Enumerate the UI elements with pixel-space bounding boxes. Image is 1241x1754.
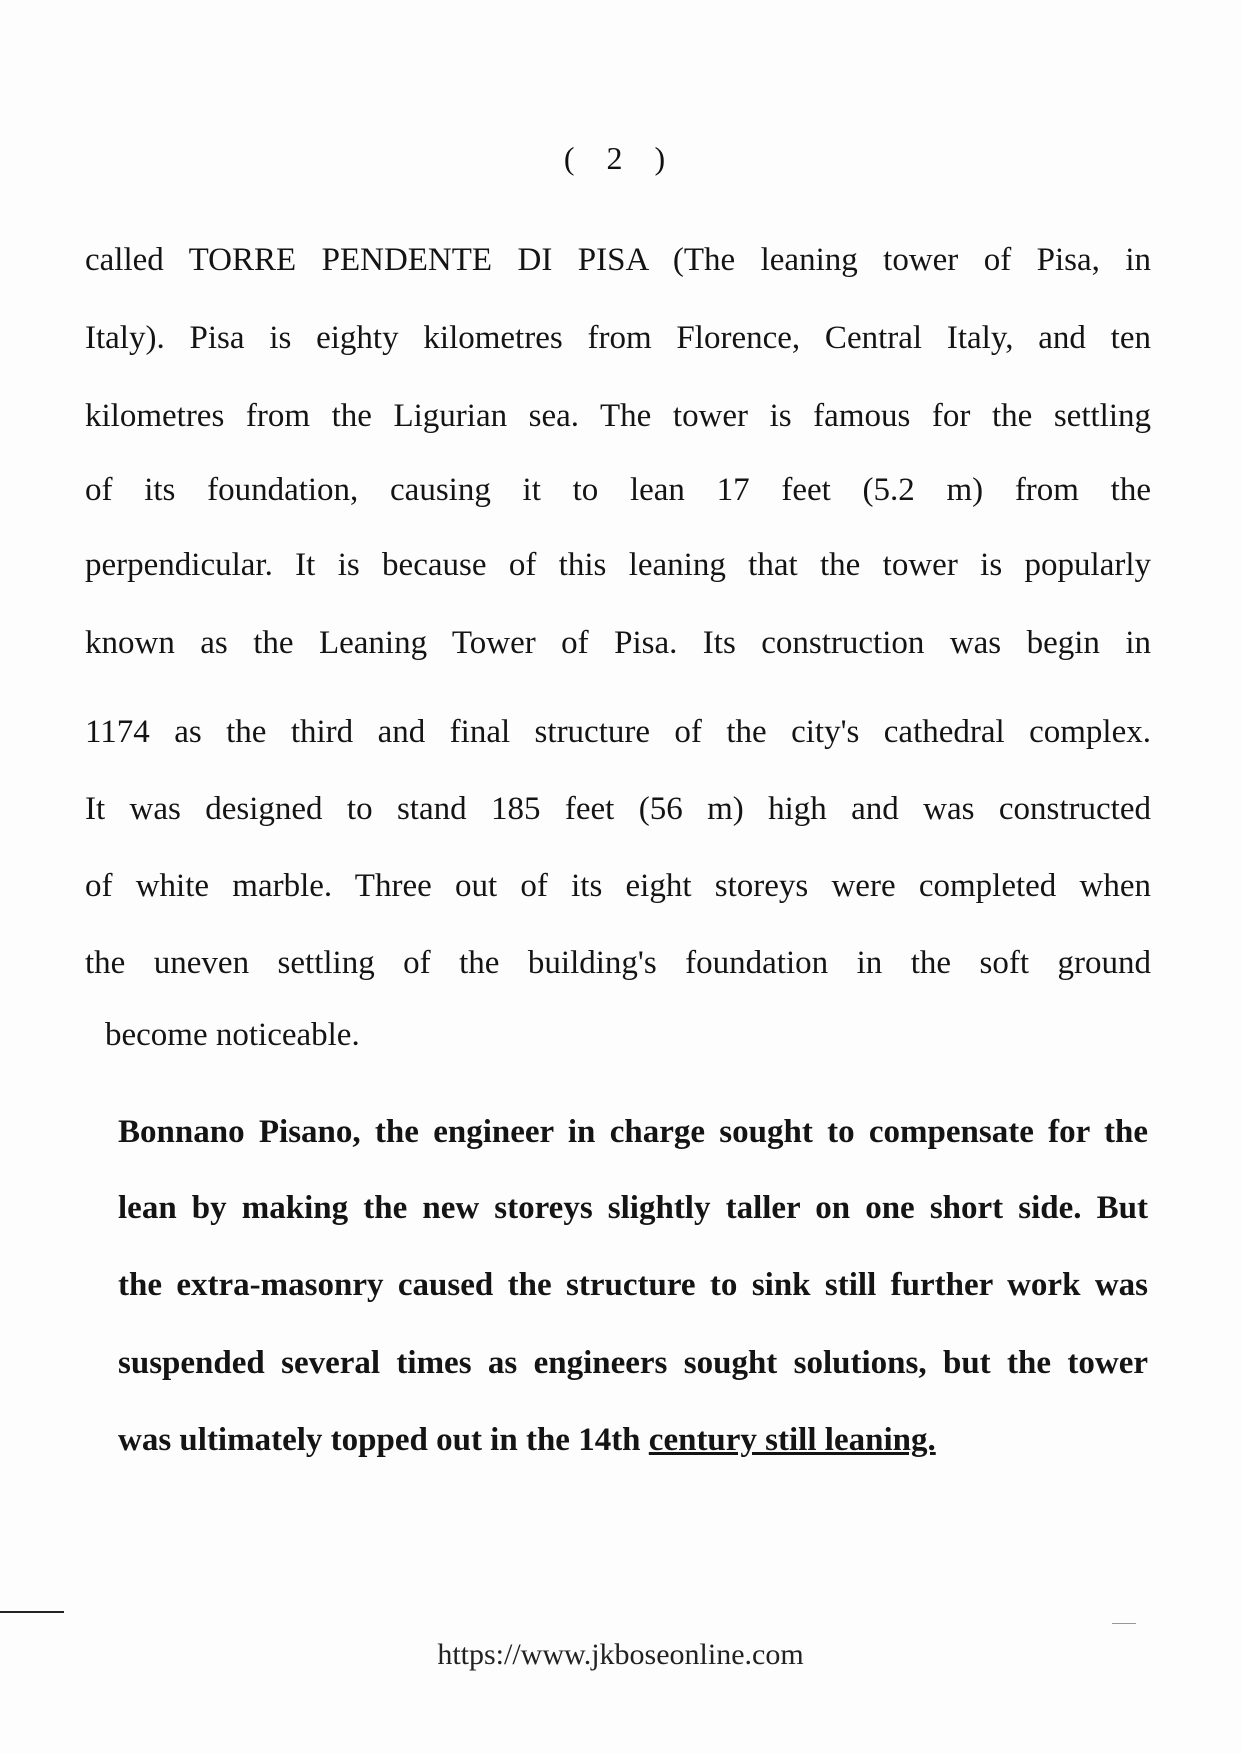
text-segment: was ultimately topped out in the 14th xyxy=(118,1422,649,1458)
footer-url: https://www.jkboseonline.com xyxy=(437,1638,804,1671)
text-line: 1174 as the third and final structure of the city's cathedral complex. xyxy=(85,714,1151,750)
text-line: perpendicular. It is because of this leaning that the tower is popularly xyxy=(85,547,1151,583)
text-line: become noticeable. xyxy=(105,1017,360,1053)
text-line: called TORRE PENDENTE DI PISA (The leaning tower of Pisa, in xyxy=(85,242,1151,278)
page-number: ( 2 ) xyxy=(563,140,678,176)
text-line xyxy=(118,1420,936,1460)
text-line: known as the Leaning Tower of Pisa. Its construction was begin in xyxy=(85,625,1151,661)
underlined-text: century still leaning. xyxy=(648,1422,936,1458)
margin-rule-right xyxy=(1112,1623,1136,1624)
text-line: kilometres from the Ligurian sea. The tower is famous for the settling xyxy=(85,398,1151,434)
text-line: of white marble. Three out of its eight storeys were completed when xyxy=(85,868,1151,904)
text-line: Italy). Pisa is eighty kilometres from Florence, Central Italy, and ten xyxy=(85,320,1151,356)
margin-rule-left xyxy=(0,1611,64,1613)
text-line: It was designed to stand 185 feet (56 m) high and was constructed xyxy=(85,791,1151,827)
text-line: the extra-masonry caused the structure to sink still further work was xyxy=(118,1267,1148,1303)
text-line: of its foundation, causing it to lean 17 feet (5.2 m) from the xyxy=(85,472,1151,508)
text-line: Bonnano Pisano, the engineer in charge sought to compensate for the xyxy=(118,1114,1148,1150)
text-line: the uneven settling of the building's foundation in the soft ground xyxy=(85,945,1151,981)
text-line: suspended several times as engineers sought solutions, but the tower xyxy=(118,1345,1148,1381)
text-line: lean by making the new storeys slightly taller on one short side. But xyxy=(118,1190,1148,1226)
